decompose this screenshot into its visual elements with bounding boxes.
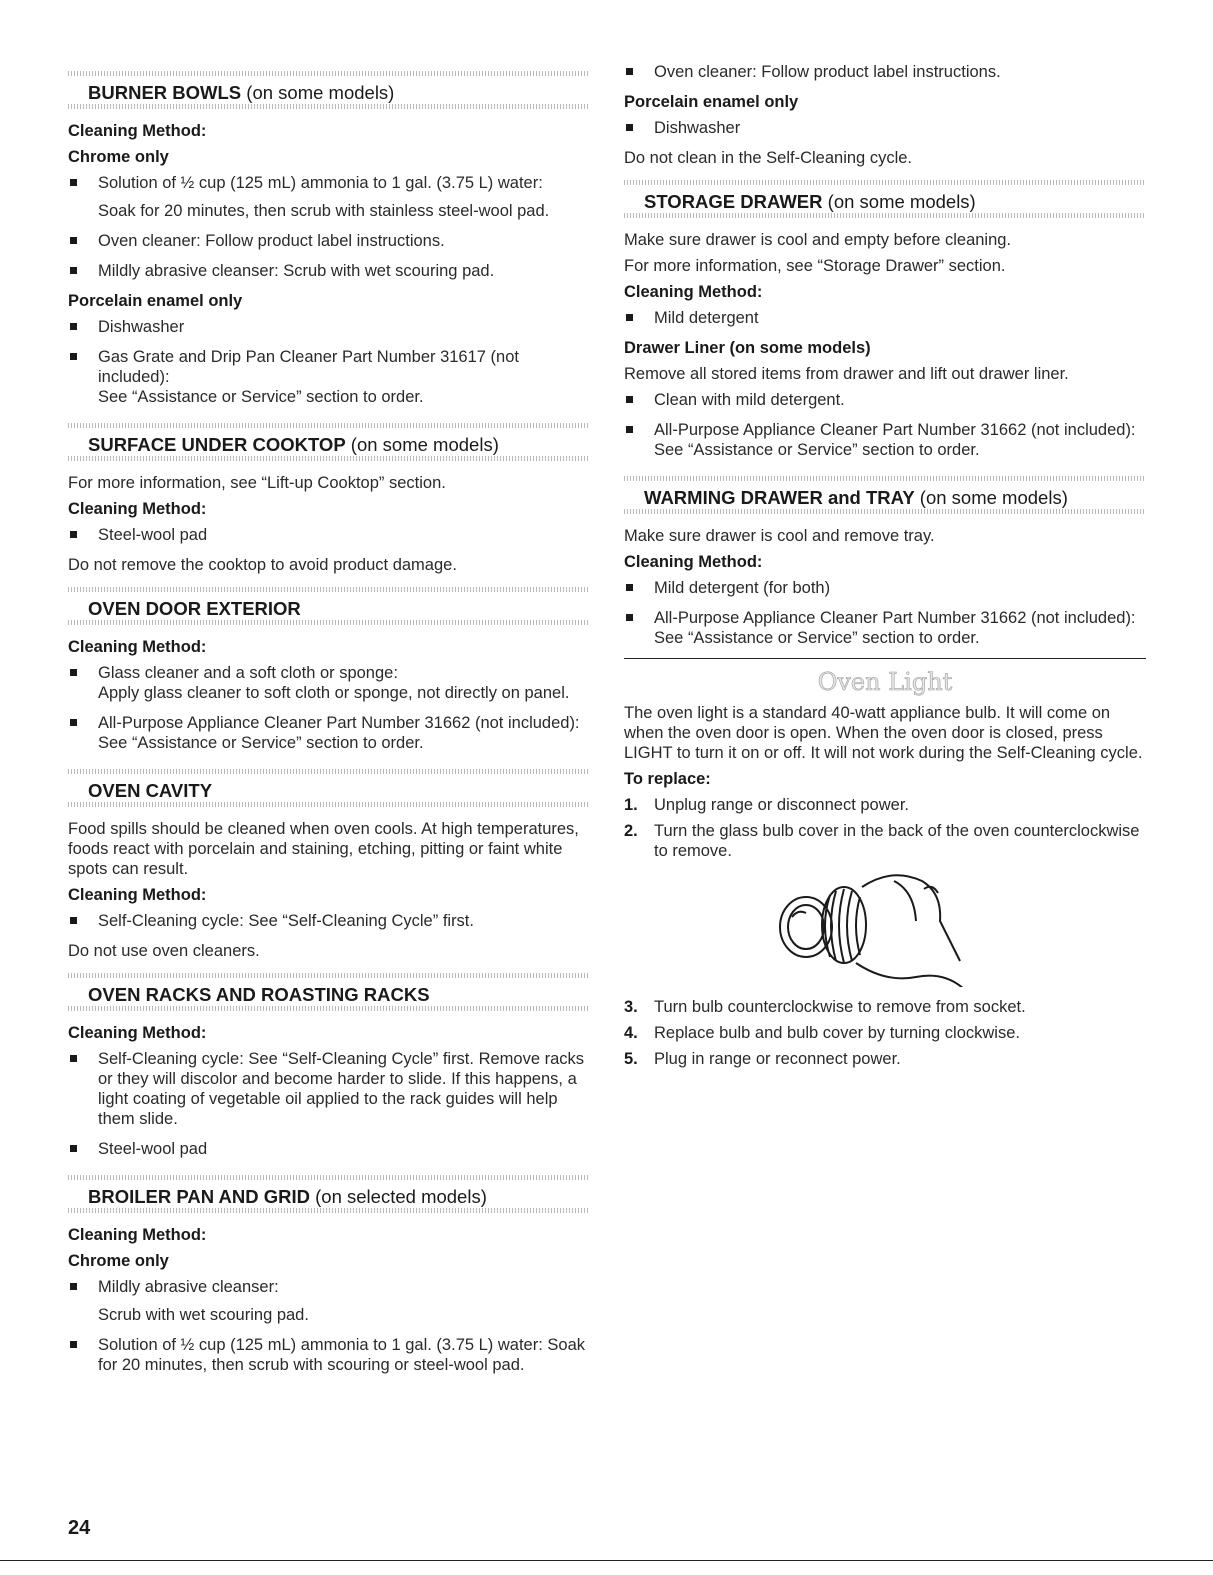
bullet-item: Mildly abrasive cleanser:	[68, 1277, 590, 1297]
hatch-divider	[68, 71, 590, 76]
section-title-note: (on some models)	[345, 434, 499, 455]
step-item: 3. Turn bulb counterclockwise to remove from socket.	[624, 998, 1026, 1016]
bullet-icon	[70, 1341, 77, 1348]
bullet-subtext: See “Assistance or Service” section to order.	[654, 629, 980, 647]
hand-turning-bulb-cover-icon	[774, 867, 994, 987]
bullet-item: All-Purpose Appliance Cleaner Part Number 31662 (not included):	[624, 420, 1146, 440]
chrome-only-heading: Chrome only	[68, 148, 169, 166]
bullet-icon	[70, 531, 77, 538]
hatch-divider	[68, 802, 590, 807]
section-header-oven-racks	[68, 967, 590, 1017]
paragraph: Remove all stored items from drawer and lift out drawer liner.	[624, 365, 1069, 383]
cleaning-method-heading: Cleaning Method:	[624, 283, 763, 301]
right-column	[624, 62, 1146, 1075]
section-divider	[624, 658, 1146, 659]
hatch-divider	[624, 509, 1146, 514]
section-header-oven-door-exterior	[68, 581, 590, 631]
bullet-item: All-Purpose Appliance Cleaner Part Number 31662 (not included):	[68, 713, 590, 733]
bullet-item: Oven cleaner: Follow product label instructions.	[68, 231, 590, 251]
section-title: OVEN CAVITY	[88, 780, 213, 801]
cleaning-method-heading: Cleaning Method:	[68, 1024, 207, 1042]
bullet-icon	[626, 124, 633, 131]
chrome-only-heading: Chrome only	[68, 1252, 169, 1270]
section-title-note: (on some models)	[822, 191, 976, 212]
section-header-broiler-pan	[68, 1169, 590, 1219]
bullet-item: Glass cleaner and a soft cloth or sponge:	[68, 663, 590, 683]
hatch-divider	[68, 620, 590, 625]
hatch-divider	[68, 104, 590, 109]
hatch-divider	[68, 769, 590, 774]
hatch-divider	[624, 180, 1146, 185]
bullet-subtext: Soak for 20 minutes, then scrub with stainless steel-wool pad.	[98, 202, 550, 220]
bullet-item: Mild detergent	[624, 308, 1146, 328]
section-header-burner-bowls	[68, 65, 590, 115]
bullet-icon	[70, 267, 77, 274]
step-item: 5. Plug in range or reconnect power.	[624, 1050, 901, 1068]
step-number: 1.	[624, 796, 638, 814]
cleaning-method-heading: Cleaning Method:	[68, 638, 207, 656]
hatch-divider	[68, 423, 590, 428]
page-bottom-rule	[0, 1560, 1213, 1561]
bullet-item: Steel-wool pad	[68, 525, 590, 545]
step-number: 4.	[624, 1024, 638, 1042]
bullet-subtext: Scrub with wet scouring pad.	[98, 1306, 309, 1324]
cleaning-method-heading: Cleaning Method:	[68, 886, 207, 904]
bullet-subtext: See “Assistance or Service” section to order.	[654, 441, 980, 459]
bullet-item: Self-Cleaning cycle: See “Self-Cleaning Cycle” first.	[68, 911, 590, 931]
bullet-icon	[70, 179, 77, 186]
paragraph: Make sure drawer is cool and empty before cleaning.	[624, 231, 1012, 249]
bullet-icon	[626, 426, 633, 433]
bullet-item: Self-Cleaning cycle: See “Self-Cleaning Cycle” first. Remove racks or they will discolor and become harder to slide. If this happens, a light coating of vegetable oil applied to the rack guides will help them slide.	[68, 1049, 590, 1129]
hatch-divider	[624, 476, 1146, 481]
page-number: 24	[68, 1517, 91, 1539]
bullet-item: All-Purpose Appliance Cleaner Part Number 31662 (not included):	[624, 608, 1146, 628]
porcelain-enamel-heading: Porcelain enamel only	[68, 292, 243, 310]
paragraph: For more information, see “Lift-up Cooktop” section.	[68, 474, 446, 492]
bullet-icon	[626, 584, 633, 591]
bullet-icon	[626, 314, 633, 321]
bullet-icon	[70, 669, 77, 676]
porcelain-enamel-heading: Porcelain enamel only	[624, 93, 799, 111]
bullet-subtext: See “Assistance or Service” section to order.	[98, 388, 424, 406]
bullet-icon	[70, 1145, 77, 1152]
cleaning-method-heading: Cleaning Method:	[68, 122, 207, 140]
step-item: 4. Replace bulb and bulb cover by turning clockwise.	[624, 1024, 1020, 1042]
section-title: BURNER BOWLS	[88, 82, 242, 103]
hatch-divider	[68, 456, 590, 461]
hatch-divider	[68, 587, 590, 592]
hatch-divider	[68, 1208, 590, 1213]
hatch-divider	[68, 1006, 590, 1011]
bullet-item: Dishwasher	[68, 317, 590, 337]
section-title: OVEN DOOR EXTERIOR	[88, 598, 301, 619]
paragraph: The oven light is a standard 40-watt appliance bulb. It will come on when the oven door is open. When the oven door is closed, press LIGHT to turn it on or off. It will not work during the Self-Cleaning cycle.	[624, 704, 1143, 762]
bullet-item: Solution of ½ cup (125 mL) ammonia to 1 gal. (3.75 L) water:	[68, 173, 590, 193]
bullet-item: Gas Grate and Drip Pan Cleaner Part Number 31617 (not included):	[68, 347, 590, 387]
bullet-subtext: Apply glass cleaner to soft cloth or sponge, not directly on panel.	[98, 684, 570, 702]
hatch-divider	[68, 973, 590, 978]
bullet-icon	[70, 353, 77, 360]
section-header-oven-cavity	[68, 763, 590, 813]
bullet-icon	[626, 68, 633, 75]
bullet-subtext: See “Assistance or Service” section to order.	[98, 734, 424, 752]
section-header-storage-drawer	[624, 174, 1146, 224]
step-item: 1. Unplug range or disconnect power.	[624, 796, 909, 814]
section-title: WARMING DRAWER and TRAY	[644, 487, 915, 508]
section-header-surface-under-cooktop	[68, 417, 590, 467]
step-item: 2. Turn the glass bulb cover in the back of the oven counterclockwise to remove.	[624, 822, 1140, 860]
section-title: STORAGE DRAWER	[644, 191, 823, 212]
paragraph: Do not clean in the Self-Cleaning cycle.	[624, 149, 912, 167]
hatch-divider	[68, 1175, 590, 1180]
section-title: OVEN RACKS AND ROASTING RACKS	[88, 984, 430, 1005]
section-header-warming-drawer	[624, 470, 1146, 520]
section-title-note: (on some models)	[241, 82, 395, 103]
hatch-divider	[624, 213, 1146, 218]
bullet-item: Oven cleaner: Follow product label instructions.	[624, 62, 1146, 82]
bullet-icon	[626, 614, 633, 621]
section-title-note: (on some models)	[914, 487, 1068, 508]
bullet-item: Dishwasher	[624, 118, 1146, 138]
bulb-cover-illustration	[624, 867, 1146, 987]
bullet-icon	[70, 1283, 77, 1290]
bullet-item: Mildly abrasive cleanser: Scrub with wet scouring pad.	[68, 261, 590, 281]
cleaning-method-heading: Cleaning Method:	[68, 500, 207, 518]
bullet-icon	[70, 1055, 77, 1062]
bullet-icon	[70, 719, 77, 726]
section-title: BROILER PAN AND GRID	[88, 1186, 310, 1207]
step-number: 2.	[624, 822, 638, 840]
bullet-icon	[70, 917, 77, 924]
paragraph: For more information, see “Storage Drawer” section.	[624, 257, 1006, 275]
left-column	[68, 62, 590, 1385]
section-title: SURFACE UNDER COOKTOP	[88, 434, 346, 455]
paragraph: Food spills should be cleaned when oven cools. At high temperatures, foods react with porcelain and staining, etching, pitting or faint white spots can result.	[68, 820, 579, 878]
bullet-icon	[70, 237, 77, 244]
bullet-icon	[70, 323, 77, 330]
bullet-item: Solution of ½ cup (125 mL) ammonia to 1 gal. (3.75 L) water: Soak for 20 minutes, then scrub with scouring or steel-wool pad.	[68, 1335, 590, 1375]
step-number: 3.	[624, 998, 638, 1016]
drawer-liner-heading: Drawer Liner (on some models)	[624, 339, 871, 357]
paragraph: Make sure drawer is cool and remove tray.	[624, 527, 935, 545]
to-replace-heading: To replace:	[624, 770, 711, 788]
bullet-item: Steel-wool pad	[68, 1139, 590, 1159]
step-number: 5.	[624, 1050, 638, 1068]
bullet-item: Clean with mild detergent.	[624, 390, 1146, 410]
paragraph: Do not remove the cooktop to avoid product damage.	[68, 556, 457, 574]
oven-light-title: Oven Light	[817, 668, 953, 696]
cleaning-method-heading: Cleaning Method:	[68, 1226, 207, 1244]
bullet-item: Mild detergent (for both)	[624, 578, 1146, 598]
paragraph: Do not use oven cleaners.	[68, 942, 260, 960]
section-title-note: (on selected models)	[310, 1186, 487, 1207]
cleaning-method-heading: Cleaning Method:	[624, 553, 763, 571]
bullet-icon	[626, 396, 633, 403]
